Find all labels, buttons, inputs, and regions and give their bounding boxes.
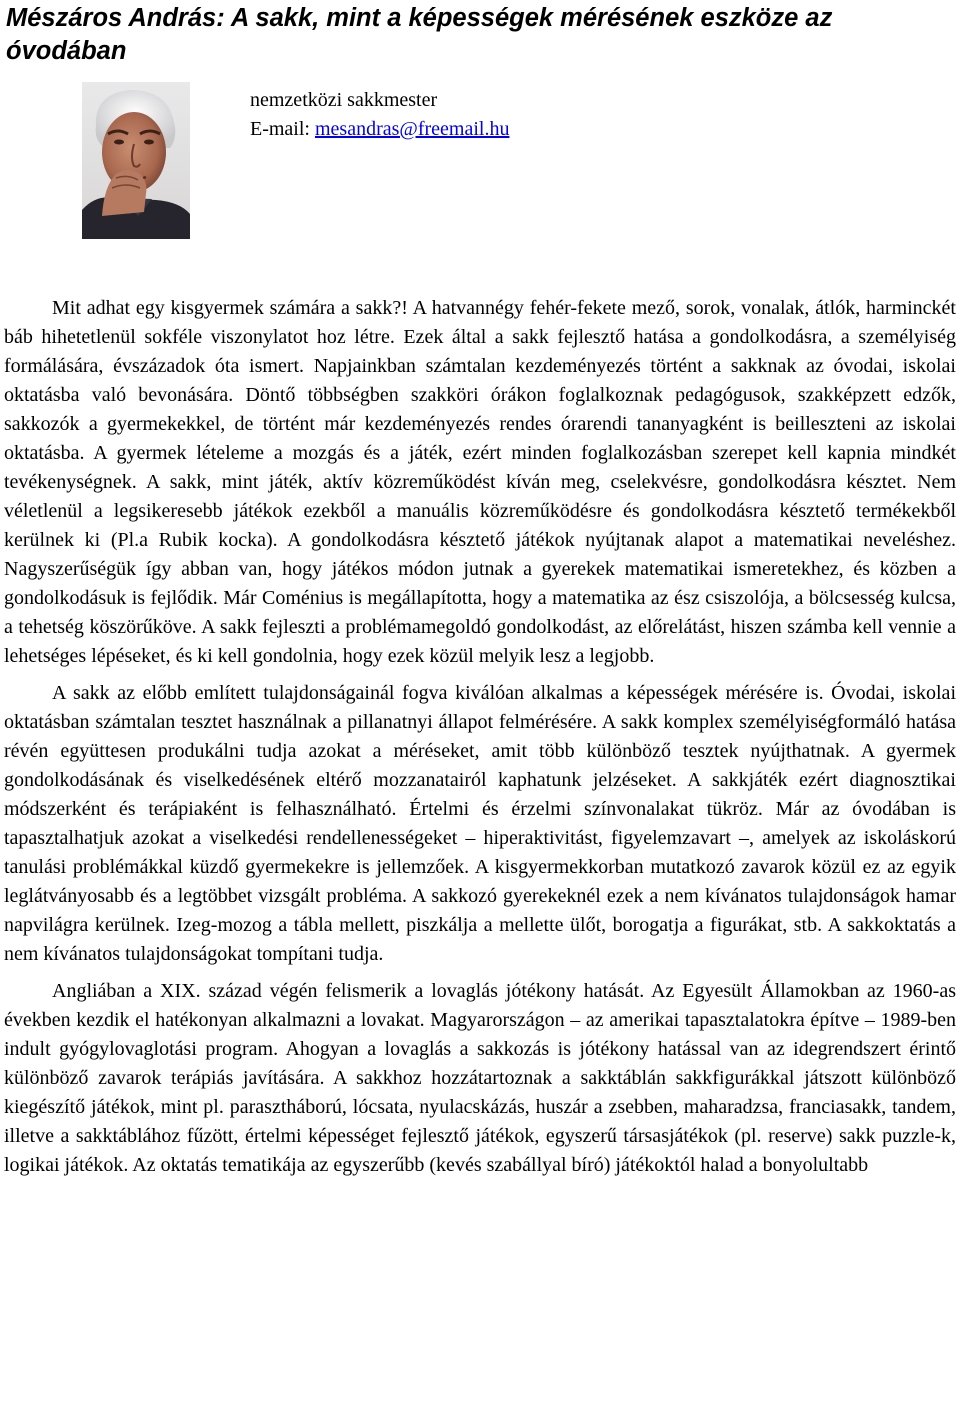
paragraph-2: A sakk az előbb említett tulajdonságainál fogva kiválóan alkalmas a képességek mérésére is. Óvodai, iskolai oktatásban számtalan tesztet használnak a pillanatnyi állapot felmérésére. A sakk komplex személyiségformáló hatása révén együttesen produkálni tudja azokat a méréseket, amit több különböző tesztek nyújthatnak. A gyermek gondolkodásának és viselkedésének eltérő mozzanatairól kaphatunk jelzéseket. A sakkjáték ezért diagnosztikai módszerként és terápiaként is felhasználható. Értelmi és érzelmi színvonalakat tükröz. Már az óvodában is tapasztalhatjuk azokat a viselkedési rendellenességeket – hiperaktivitást, figyelemzavart –, amelyek az iskoláskorú tanulási problémákkal küzdő gyermekekre is jellemzőek. A kisgyermekkorban mutatkozó zavarok közül ez az egyik leglátványosabb és a legtöbbet vizsgált probléma. A sakkozó gyerekeknél ezek a nem kívánatos tulajdonságok hamar napvilágra kerülnek. Izeg-mozog a tábla mellett, piszkálja a mellette ülőt, borogatja a figurákat, stb. A sakkoktatás a nem kívánatos tulajdonságokat tompítani tudja. (4, 682, 956, 965)
paragraph-3: Angliában a XIX. század végén felismerik a lovaglás jótékony hatását. Az Egyesült Államokban az 1960-as években kezdik el hatékonyan alkalmazni a lovakat. Magyarországon – az amerikai tapasztalatokra építve – 1989-ben indult gyógylovaglotási program. Ahogyan a lovaglás a sakkozás is jótékony hatással van az idegrendszert érintő különböző zavarok terápiás javítására. A sakkhoz hozzátartoznak a sakktáblán sakkfigurákkal játszott különböző kiegészítő játékok, mint pl. parasztháború, lócsata, nyulacskázás, huszár a zsebben, maharadzsa, franciasakk, tandem, illetve a sakktáblához fűzött, értelmi képességet fejlesztő játékok, egyszerű társasjátékok (pl. reserve) sakk puzzle-k, logikai játékok. Az oktatás tematikája az egyszerűbb (kevés szabállyal bíró) játékoktól halad a bonyolultabb (4, 980, 956, 1176)
article-body (4, 294, 956, 1180)
author-email-line (250, 115, 509, 144)
author-photo (82, 82, 190, 239)
email-label: E-mail: (250, 118, 315, 140)
article-title: Mészáros András: A sakk, mint a képességek mérésének eszköze az óvodában (6, 4, 833, 65)
email-link[interactable]: mesandras@freemail.hu (314, 118, 510, 140)
author-info (250, 86, 509, 144)
author-role: nemzetközi sakkmester (250, 89, 438, 111)
paragraph-1: Mit adhat egy kisgyermek számára a sakk?! A hatvannégy fehér-fekete mező, sorok, vonalak, átlók, harminckét báb hihetetlenül sokféle viszonylatot hoz létre. Ezek által a sakk fejlesztő hatása a gondolkodásra, a személyiség formálására, évszázadok óta ismert. Napjainkban számtalan kezdeményezés történt a sakknak az óvodai, iskolai oktatásba való bevonására. Döntő többségben szakköri órákon foglalkoznak pedagógusok, szakképzett edzők, sakkozók a gyermekekkel, de történt már kezdeményezés rendes órarendi tananyagként is beilleszteni az iskolai oktatásba. A gyermek lételeme a mozgás és a játék, ezért minden foglalkozásban szerepet kell kapnia mindkét tevékenységnek. A sakk, mint játék, aktív közreműködést kíván meg, cselekvésre, gondolkodásra késztet. Nem véletlenül a legsikeresebb játékok ezekből a manuális közreműködésre és gondolkodásra késztető termékekből kerülnek ki (Pl.a Rubik kocka). A gondolkodásra késztető játékok nyújtanak alapot a matematikai neveléshez. Nagyszerűségük így abban van, hogy játékos módon jutnak a gyerekek matematikai ismeretekhez, és közben a gondolkodásuk is fejlődik. Már Coménius is megállapította, hogy a matematika az ész csiszolója, a bölcsesség kulcsa, a tehetség köszörűköve. A sakk fejleszti a problémamegoldó gondolkodást, az előrelátást, hiszen számba kell vennie a lehetséges lépéseket, és ki kell gondolnia, hogy ezek közül melyik lesz a legjobb. (4, 297, 956, 667)
